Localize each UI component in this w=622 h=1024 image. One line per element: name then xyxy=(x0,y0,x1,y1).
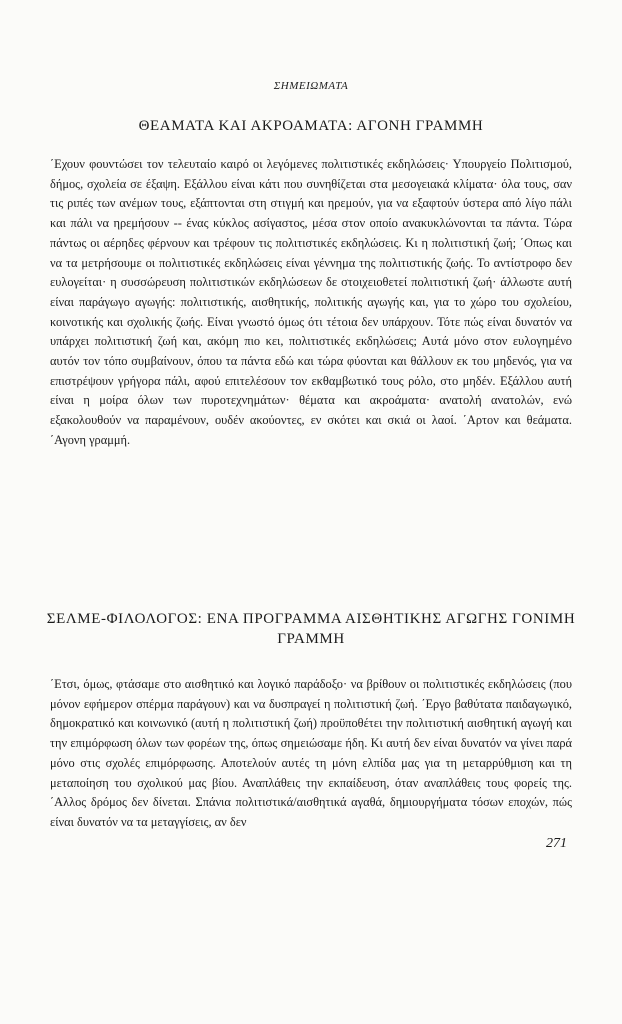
section-title-2: ΣΕΛΜΕ-ΦΙΛΟΛΟΓΟΣ: ΕΝΑ ΠΡΟΓΡΑΜΜΑ ΑΙΣΘΗΤΙΚΗΣ ΑΓΩΓΗΣ ΓΟΝΙΜΗ ΓΡΑΜΜΗ xyxy=(46,611,576,647)
section-body-2: ΄Ετσι, όμως, φτάσαμε στο αισθητικό και λογικό παράδοξο· να βρίθουν οι πολιτιστικές εκδηλώσεις (που μόνον εφήμερον σπέρμα παράγουν) και να δυσπραγεί η πολιτιστική ζωή. ΄Εργο βαθύτατα παιδαγωγικό, δημοκρατικό και κοινωνικό (αυτή η πολιτιστική ζωή) προϋποθέτει την πολιτιστική αισθητική αγωγή και την επιμόρφωση όλων των φορέων της, όπως σημειώσαμε ήδη. Κι αυτή δεν είναι δυνατόν να γίνει παρά μόνο στις σχολές επιμόρφωσης. Αποτελούν αυτές τη μόνη ελπίδα μας για τη μεταρρύθμιση και τη μεταποίηση του σχολικού μας βίου. Αναπλάθεις την εκπαίδευση, όταν αναπλάθεις τους φορείς της. ΄Αλλος δρόμος δεν δίνεται. Σπάνια πολιτιστικά/αισθητικά αγαθά, δημιουργήματα τόσων εποχών, πώς είναι δυνατόν να τα μεταγγίσεις, αν δεν xyxy=(50,677,572,829)
running-head: ΣΗΜΕΙΩΜΑΤΑ xyxy=(273,80,349,92)
section-title-1: ΘΕΑΜΑΤΑ ΚΑΙ ΑΚΡΟΑΜΑΤΑ: ΑΓΟΝΗ ΓΡΑΜΜΗ xyxy=(138,118,484,134)
page-number: 271 xyxy=(546,836,567,851)
section-body-1: ΄Εχουν φουντώσει τον τελευταίο καιρό οι λεγόμενες πολιτιστικές εκδηλώσεις· Υπουργείο Πολιτισμού, δήμος, σχολεία σε έξαψη. Εξάλλου είναι κάτι που συνηθίζεται στα μεσογειακά κλίματα· όλα τους, σαν τις ριπές των ανέμων τους, εξάπτονται στη στιγμή και ηρεμούν, για να εξαφτούν ύστερα από λίγο πάλι και πάλι να ηρεμήσουν -- ένας κύκλος ασίγαστος, μέσα στον οποίο ανακυκλώνονται τα πάντα. Τώρα πάντως οι αέρηδες φέρνουν και τρέφουν τις πολιτιστικές εκδηλώσεις. Κι η πολιτιστική ζωή; ΄Οπως και να τα μετρήσουμε οι πολιτιστικές εκδηλώσεις είναι γέννημα της πολιτιστικής ζωής. Το αντίστροφο δεν ευλογείται· η συσσώρευση πολιτιστικών εκδηλώσεων δε στοιχειοθετεί πολιτιστική ζωή· άλλωστε αυτή είναι παράγωγο αγωγής: πολιτιστικής, αισθητικής, πολιτικής αγωγής και, για το χώρο του σχολείου, κοινοτικής και σχολικής ζωής. Είναι γνωστό όμως ότι τέτοια δεν υπάρχουν. Τότε πώς είναι δυνατόν να υπάρχει πολιτιστική ζωή και, ακόμη πιο κει, πολιτιστικές εκδηλώσεις; Αυτά μόνο στον ευλογημένο αυτόν τον τόπο συμβαίνουν, όπου τα πάντα εδώ και τώρα φύονται και θάλλουν εκ του μηδενός, για να επιστρέψουν γρήγορα πάλι, αφού επιτελέσουν τον εκθαμβωτικό τους ρόλο, στο μηδέν. Εξάλλου αυτή είναι η μοίρα όλων των πυροτεχνημάτων· θέματα και ακροάματα· ανατολή ανατολών, ενώ εξακολουθούν να παραμένουν, ουδέν ακούοντες, εν σκότει και σκιά οι λαοί. ΄Αρτον και θεάματα. ΄Αγονη γραμμή. xyxy=(50,157,572,447)
